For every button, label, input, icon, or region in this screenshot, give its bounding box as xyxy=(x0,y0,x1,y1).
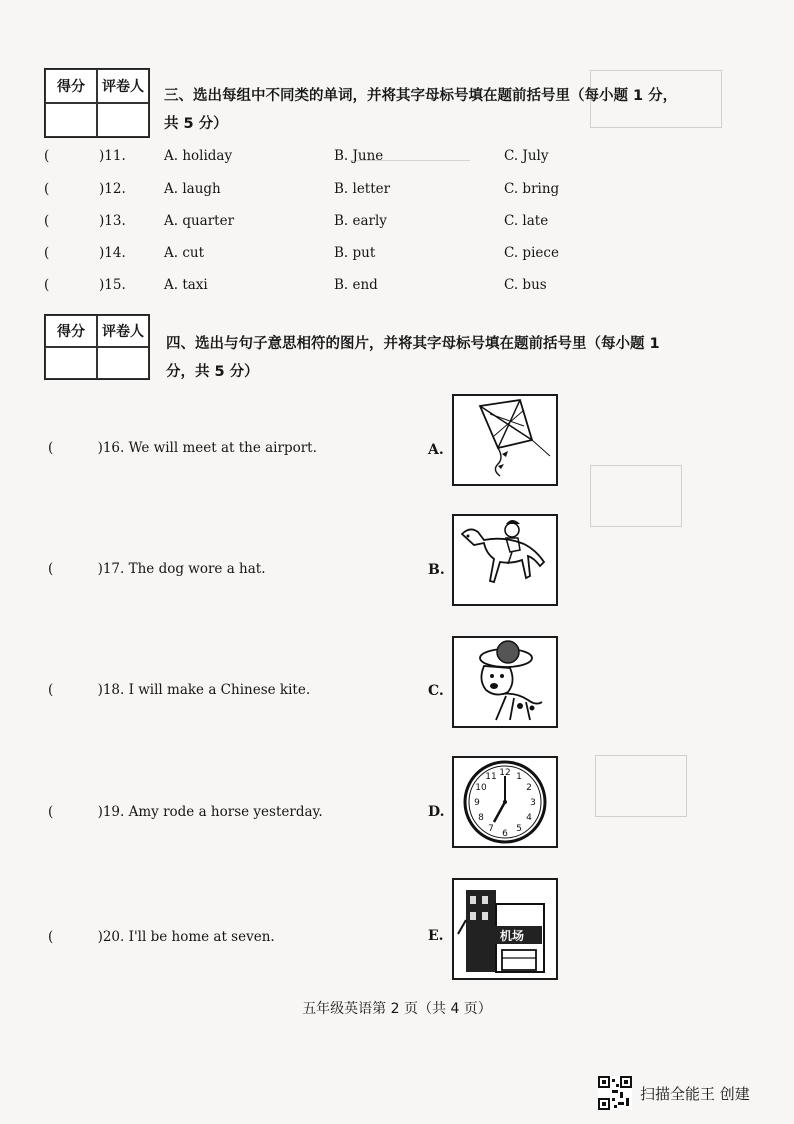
airport-sign: 机场 xyxy=(500,929,525,943)
grader-cell xyxy=(97,347,149,379)
svg-text:6: 6 xyxy=(502,829,508,839)
question-number: )11. xyxy=(99,148,126,164)
svg-text:5: 5 xyxy=(516,824,522,834)
svg-text:11: 11 xyxy=(485,772,497,782)
score-label: 得分 xyxy=(45,315,97,347)
sentence-text: )16. We will meet at the airport. xyxy=(97,440,317,456)
grader-label: 评卷人 xyxy=(97,315,149,347)
girl-riding-horse-icon xyxy=(454,516,556,604)
answer-bracket: ( xyxy=(48,804,54,820)
svg-text:9: 9 xyxy=(474,798,480,808)
svg-text:7: 7 xyxy=(488,824,494,834)
answer-bracket: ( xyxy=(48,440,54,456)
score-label: 得分 xyxy=(45,69,97,103)
picture-letter: D. xyxy=(428,804,445,820)
svg-text:4: 4 xyxy=(526,813,532,823)
answer-bracket: ( xyxy=(48,929,54,945)
picture-letter: A. xyxy=(428,442,444,458)
picture-letter: E. xyxy=(428,928,444,944)
answer-bracket: ( xyxy=(44,213,50,229)
svg-text:12: 12 xyxy=(499,768,511,778)
option-c: C. late xyxy=(504,213,549,229)
section-3-title-line-1: 三、选出每组中不同类的单词，并将其字母标号填在题前括号里（每小题 1 分， xyxy=(164,88,678,104)
sentence-row xyxy=(48,682,428,698)
section-4-title xyxy=(166,330,766,386)
sentence-row xyxy=(48,440,428,456)
option-c: C. July xyxy=(504,148,549,164)
question-number: )12. xyxy=(99,181,126,197)
dog-picture xyxy=(452,636,558,728)
sentence-text: )20. I'll be home at seven. xyxy=(97,929,275,945)
option-c: C. bring xyxy=(504,181,560,197)
horse-picture xyxy=(452,514,558,606)
option-a: A. cut xyxy=(164,245,205,261)
option-c: C. piece xyxy=(504,245,559,261)
option-c: C. bus xyxy=(504,277,547,293)
score-box-section-3 xyxy=(44,68,150,138)
picture-letter: C. xyxy=(428,683,444,699)
section-3-title-line-2: 共 5 分） xyxy=(164,116,228,132)
dog-wearing-hat-icon xyxy=(454,638,556,726)
question-number: )14. xyxy=(99,245,126,261)
answer-bracket: ( xyxy=(44,181,50,197)
airport-picture xyxy=(452,878,558,980)
show-through-text xyxy=(595,755,687,817)
svg-text:8: 8 xyxy=(478,813,484,823)
sentence-row xyxy=(48,929,428,945)
clock-icon xyxy=(454,758,556,846)
kite-icon xyxy=(454,396,556,484)
picture-letter: B. xyxy=(428,562,445,578)
sentence-text: )18. I will make a Chinese kite. xyxy=(97,682,311,698)
scanner-label: 扫描全能王 创建 xyxy=(640,1084,750,1103)
sentence-text: )19. Amy rode a horse yesterday. xyxy=(97,804,323,820)
grader-cell xyxy=(97,103,149,137)
option-a: A. laugh xyxy=(164,181,221,197)
score-box-section-4 xyxy=(44,314,150,380)
section-4-title-line-1: 四、选出与句子意思相符的图片，并将其字母标号填在题前括号里（每小题 1 xyxy=(166,336,660,352)
section-3-title xyxy=(164,82,764,138)
option-a: A. quarter xyxy=(164,213,235,229)
sentence-text: )17. The dog wore a hat. xyxy=(97,561,266,577)
score-cell xyxy=(45,103,97,137)
option-b: B. June xyxy=(334,148,384,164)
svg-text:1: 1 xyxy=(516,772,522,782)
option-a: A. taxi xyxy=(164,277,208,293)
answer-bracket: ( xyxy=(44,245,50,261)
answer-bracket: ( xyxy=(44,277,50,293)
answer-bracket: ( xyxy=(48,682,54,698)
answer-bracket: ( xyxy=(44,148,50,164)
sentence-row xyxy=(48,561,428,577)
kite-picture xyxy=(452,394,558,486)
sentence-row xyxy=(48,804,428,820)
grader-label: 评卷人 xyxy=(97,69,149,103)
option-b: B. put xyxy=(334,245,376,261)
option-b: B. letter xyxy=(334,181,391,197)
option-b: B. early xyxy=(334,213,387,229)
show-through-text xyxy=(590,465,682,527)
section-4-title-line-2: 分，共 5 分） xyxy=(166,364,259,380)
score-cell xyxy=(45,347,97,379)
page-footer: 五年级英语第 2 页（共 4 页） xyxy=(302,1001,492,1017)
svg-text:2: 2 xyxy=(526,783,532,793)
question-number: )13. xyxy=(99,213,126,229)
svg-text:3: 3 xyxy=(530,798,536,808)
option-b: B. end xyxy=(334,277,378,293)
option-a: A. holiday xyxy=(164,148,233,164)
svg-text:10: 10 xyxy=(475,783,487,793)
answer-bracket: ( xyxy=(48,561,54,577)
qr-code-icon xyxy=(598,1076,632,1110)
clock-picture xyxy=(452,756,558,848)
scanner-watermark xyxy=(598,1076,750,1110)
question-number: )15. xyxy=(99,277,126,293)
